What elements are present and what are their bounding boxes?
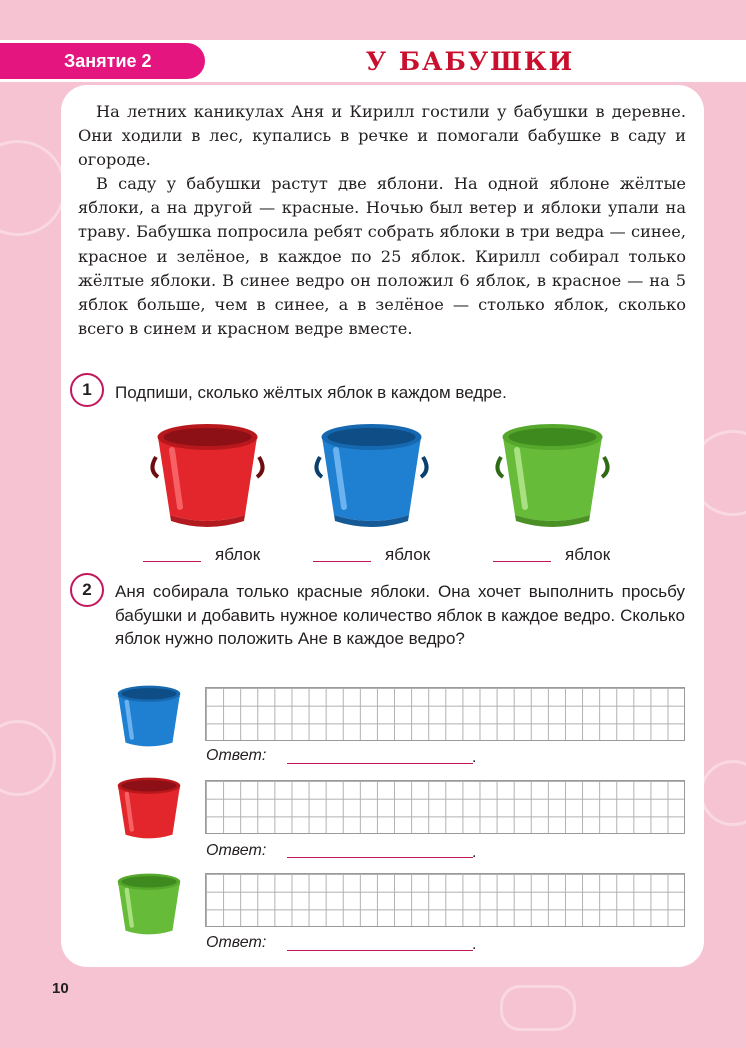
story-paragraph-1: На летних каникулах Аня и Кирилл гостили у бабушки в деревне. Они ходили в лес, купались в речке и помогали бабушке в саду и огороде. — [78, 102, 686, 170]
answer-grid-green[interactable] — [205, 873, 685, 927]
task-1-text: Подпиши, сколько жёлтых яблок в каждом ведре. — [115, 383, 507, 402]
red-bucket-answer-line[interactable] — [143, 561, 201, 562]
task-1-number: 1 — [70, 373, 104, 407]
answer-label-green: Ответ: — [206, 934, 267, 951]
green-bucket-answer-line[interactable] — [493, 561, 551, 562]
answer-label-red: Ответ: — [206, 842, 267, 859]
red-bucket — [150, 415, 265, 530]
lesson-label: Занятие 2 — [0, 43, 205, 79]
background-doodle — [700, 760, 746, 826]
background-doodle — [500, 985, 576, 1031]
page-title: У БАБУШКИ — [365, 47, 575, 76]
answer-line-green[interactable] — [287, 950, 473, 951]
background-doodle — [0, 140, 66, 236]
answer-grid-red[interactable] — [205, 780, 685, 834]
answer-period: . — [472, 844, 477, 861]
green-bucket — [495, 415, 610, 530]
red-bucket-unit: яблок — [215, 545, 261, 564]
answer-period: . — [472, 749, 477, 766]
answer-line-red[interactable] — [287, 857, 473, 858]
green-bucket-small — [113, 868, 185, 940]
green-bucket-unit: яблок — [565, 545, 611, 564]
task-2-number: 2 — [70, 573, 104, 607]
page-number: 10 — [52, 980, 69, 997]
answer-period: . — [472, 936, 477, 953]
answer-label-blue: Ответ: — [206, 747, 267, 764]
blue-bucket-unit: яблок — [385, 545, 431, 564]
story-paragraph-2: В саду у бабушки растут две яблони. На одной яблоне жёлтые яблоки, а на другой — красные. Ночью был ветер и яблоки упали на траву. Бабушка попросила ребят собрать яблоки в три ведра — синее, красное и зелёное, в каждое по 25 яблок. Кирилл собирал только жёлтые яблоки. В синее ведро он положил 6 яблок, в красное — на 5 яблок больше, чем в синее, а в зелёное — столько яблок, сколько всего в синем и красном ведре вместе. — [78, 174, 686, 338]
red-bucket-small — [113, 772, 185, 844]
blue-bucket-answer-line[interactable] — [313, 561, 371, 562]
answer-line-blue[interactable] — [287, 763, 473, 764]
background-doodle — [0, 720, 56, 796]
blue-bucket-small — [113, 680, 185, 752]
story-text — [78, 100, 686, 341]
task-2-text: Аня собирала только красные яблоки. Она хочет выполнить просьбу бабушки и добавить нужное количество яблок в каждое ведро. Сколько яблок нужно положить Ане в каждое ведро? — [115, 582, 685, 648]
blue-bucket — [314, 415, 429, 530]
answer-grid-blue[interactable] — [205, 687, 685, 741]
